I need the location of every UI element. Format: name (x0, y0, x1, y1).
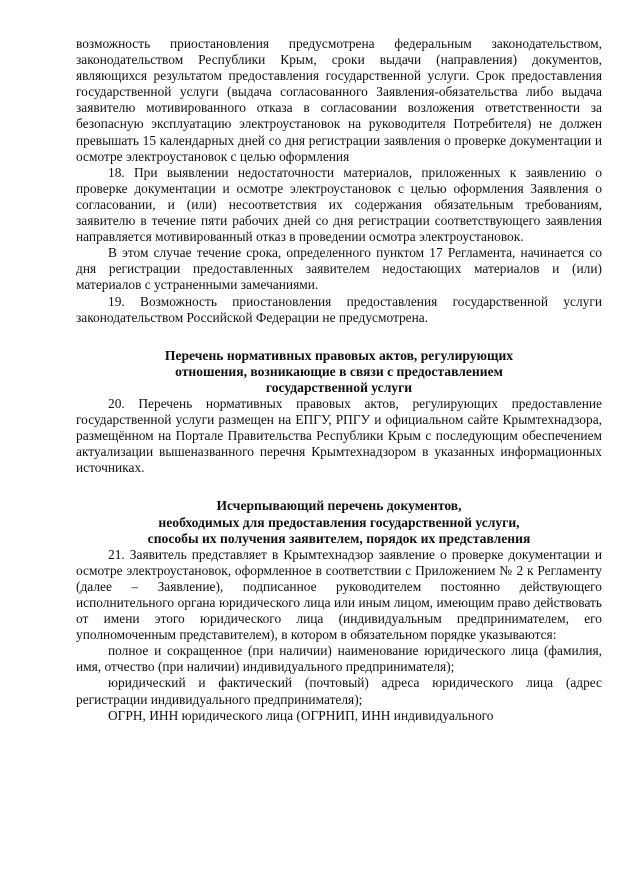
heading-line: необходимых для предоставления государственной услуги, (158, 514, 520, 530)
section-heading-documents-list (76, 498, 602, 546)
paragraph-20: 20. Перечень нормативных правовых актов, регулирующих предоставление государственной услуги размещен на ЕПГУ, РПГУ и официальном сайте Крымтехнадзора, размещённом на Портале Правительства Республики Крым с последующим обеспечением актуализации вышеназванного перечня Крымтехнадзором в указанных информационных источниках. (76, 395, 602, 476)
section-heading-legal-acts (76, 348, 602, 396)
paragraph-18: 18. При выявлении недостаточности материалов, приложенных к заявлению о проверке документации и осмотре электроустановок с целью оформления Заявления о согласовании, и (или) несоответствия их содержания обязательным требованиям, заявителю в течение пяти рабочих дней со дня регистрации соответствующего заявления направляется мотивированный отказ в проведении осмотра электроустановок. (76, 164, 602, 245)
paragraph-19: 19. Возможность приостановления предоставления государственной услуги законодательством Российской Федерации не предусмотрена. (76, 293, 602, 325)
paragraph-21-item-address: юридический и фактический (почтовый) адреса юридического лица (адрес регистрации индивидуального предпринимателя); (76, 675, 602, 707)
heading-line: способы их получения заявителем, порядок их представления (147, 530, 531, 546)
heading-line: отношения, возникающие в связи с предоставлением (175, 363, 503, 379)
section-spacer (76, 326, 602, 348)
paragraph-21-item-name: полное и сокращенное (при наличии) наименование юридического лица (фамилия, имя, отчество (при наличии) индивидуального предпринимателя); (76, 643, 602, 675)
intro-paragraph: возможность приостановления предусмотрена федеральным законодательством, законодательством Республики Крым, сроки выдачи (направления) документов, являющихся результатом предоставления государственной услуги. Срок предоставления государственной услуги (выдача согласованного Заявления-обязательства либо выдача заявителю мотивированного отказа в согласовании возложения ответственности за безопасную эксплуатацию электроустановок на руководителя Потребителя) не должен превышать 15 календарных дней со дня регистрации заявления о проверке документации и осмотре электроустановок с целью оформления (76, 36, 602, 164)
paragraph-21-item-ogrn: ОГРН, ИНН юридического лица (ОГРНИП, ИНН индивидуального (108, 707, 494, 723)
paragraph-18-continuation: В этом случае течение срока, определенного пунктом 17 Регламента, начинается со дня регистрации предоставленных заявителем недостающих материалов и (или) материалов с устраненными замечаниями. (76, 245, 602, 293)
heading-line: государственной услуги (265, 379, 413, 395)
heading-line: Исчерпывающий перечень документов, (216, 498, 462, 514)
section-spacer (76, 476, 602, 498)
heading-line: Перечень нормативных правовых актов, регулирующих (164, 347, 514, 363)
paragraph-21: 21. Заявитель представляет в Крымтехнадзор заявление о проверке документации и осмотре электроустановок, оформленное в соответствии с Приложением № 2 к Регламенту (далее – Заявление), подписанное руководителем постоянно действующего исполнительного органа юридического лица или иным лицом, имеющим право действовать от имени этого юридического лица (индивидуальным предпринимателем, его уполномоченным представителем), в котором в обязательном порядке указываются: (76, 546, 602, 643)
